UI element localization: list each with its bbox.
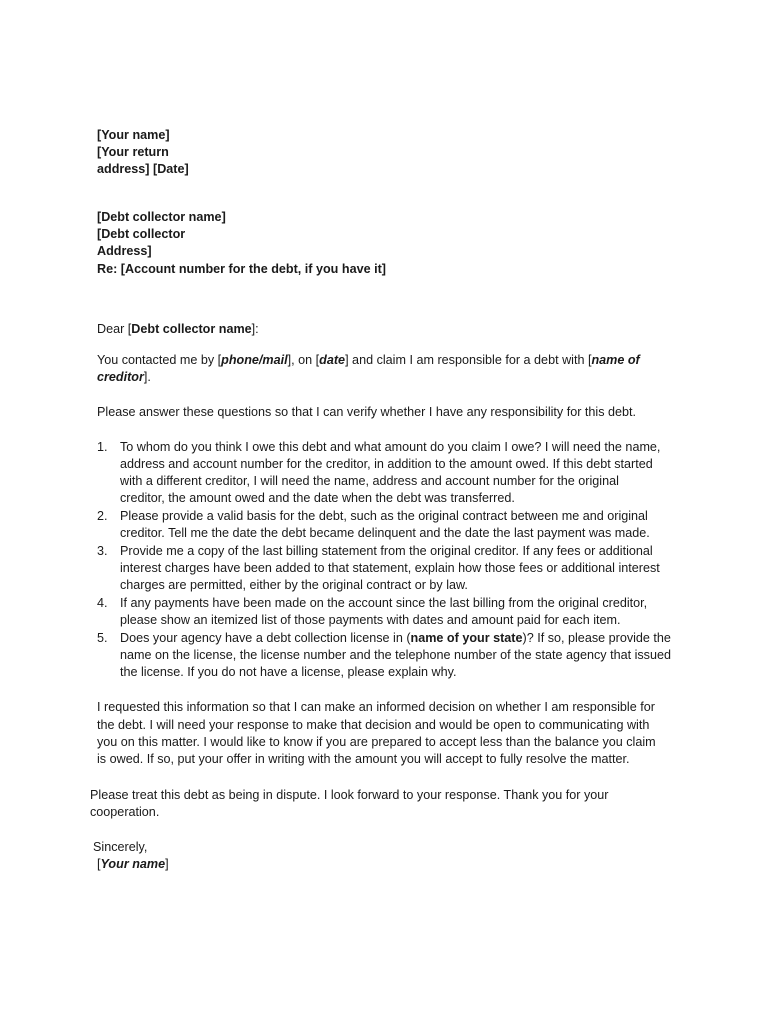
sincerely: Sincerely, (93, 840, 148, 854)
dispute-para-line-1: Please treat this debt as being in dispute. I look forward to your response. Thank you for your (90, 788, 609, 802)
question-5-text-c: )? If so, please provide the (522, 631, 671, 645)
question-5-line-3: the license. If you do not have a license, please explain why. (120, 665, 457, 679)
intro-text-h: ]. (143, 370, 151, 384)
collector-address-line-1: [Debt collector (97, 227, 186, 241)
signature-your-name: Your name (100, 857, 166, 871)
intro-text-c: ], on [ (287, 353, 320, 367)
question-1-number: 1. (97, 440, 108, 454)
question-5-line-1 (120, 630, 671, 647)
signature-name (97, 856, 169, 873)
intro-line-2 (97, 369, 151, 386)
question-1-line-3: with a different creditor, I will need the name, address and account number for the original (120, 474, 619, 488)
collector-address-line-2: Address] (97, 244, 152, 258)
question-2-line-2: creditor. Tell me the date the debt became delinquent and the date the last payment was made. (120, 526, 650, 540)
intro-name-of: name of (591, 353, 640, 367)
closing-para-line-4: is owed. If so, put your offer in writing with the amount you will accept to fully resolve the matter. (97, 752, 630, 766)
question-4-number: 4. (97, 596, 108, 610)
closing-para-line-1: I requested this information so that I can make an informed decision on whether I am responsible for (97, 700, 655, 714)
question-5-number: 5. (97, 631, 108, 645)
greeting (97, 321, 259, 338)
question-2-number: 2. (97, 509, 108, 523)
question-1-line-1: To whom do you think I owe this debt and what amount do you claim I owe? I will need the name, (120, 440, 661, 454)
intro-creditor: creditor (97, 370, 144, 384)
question-5-state: name of your state (410, 631, 523, 645)
question-4-line-2: please show an itemized list of those payments with dates and amount paid for each item. (120, 613, 621, 627)
sender-return-address-line-1: [Your return (97, 145, 169, 159)
question-2-line-1: Please provide a valid basis for the debt, such as the original contract between me and original (120, 509, 648, 523)
request-line: Please answer these questions so that I can verify whether I have any responsibility for this debt. (97, 405, 637, 419)
question-3-line-1: Provide me a copy of the last billing statement from the original creditor. If any fees or additional (120, 544, 653, 558)
question-5-text-a: Does your agency have a debt collection license in ( (120, 631, 411, 645)
question-3-line-3: charges are permitted, either by the original contract or by law. (120, 578, 468, 592)
signature-open: [ (97, 857, 101, 871)
sender-name: [Your name] (97, 128, 170, 142)
question-3-line-2: interest charges have been added to that statement, explain how those fees or additional interest (120, 561, 660, 575)
collector-name: [Debt collector name] (97, 210, 226, 224)
closing-para-line-3: you on this matter. I would like to know if you are prepared to accept less than the balance you claim (97, 735, 656, 749)
intro-text-e: ] and claim I am responsible for a debt with [ (345, 353, 592, 367)
greeting-collector-name: Debt collector name (131, 322, 252, 336)
intro-text-a: You contacted me by [ (97, 353, 222, 367)
question-4-line-1: If any payments have been made on the account since the last billing from the original creditor, (120, 596, 648, 610)
closing-para-line-2: the debt. I will need your response to make that decision and would be open to communicating with (97, 718, 650, 732)
question-1-line-4: creditor, the amount owed and the date when the debt was transferred. (120, 491, 515, 505)
intro-line-1 (97, 352, 640, 369)
greeting-dear: Dear [ (97, 322, 132, 336)
question-1-line-2: address and account number for the creditor, in addition to the amount owed. If this debt started (120, 457, 653, 471)
re-line: Re: [Account number for the debt, if you have it] (97, 262, 386, 276)
intro-date: date (319, 353, 346, 367)
question-5-line-2: name on the license, the license number and the telephone number of the state agency that issued (120, 648, 671, 662)
intro-phone-mail: phone/mail (221, 353, 288, 367)
signature-close: ] (165, 857, 169, 871)
sender-return-address-line-2: address] [Date] (97, 162, 189, 176)
greeting-close: ]: (251, 322, 259, 336)
question-3-number: 3. (97, 544, 108, 558)
dispute-para-line-2: cooperation. (90, 805, 160, 819)
